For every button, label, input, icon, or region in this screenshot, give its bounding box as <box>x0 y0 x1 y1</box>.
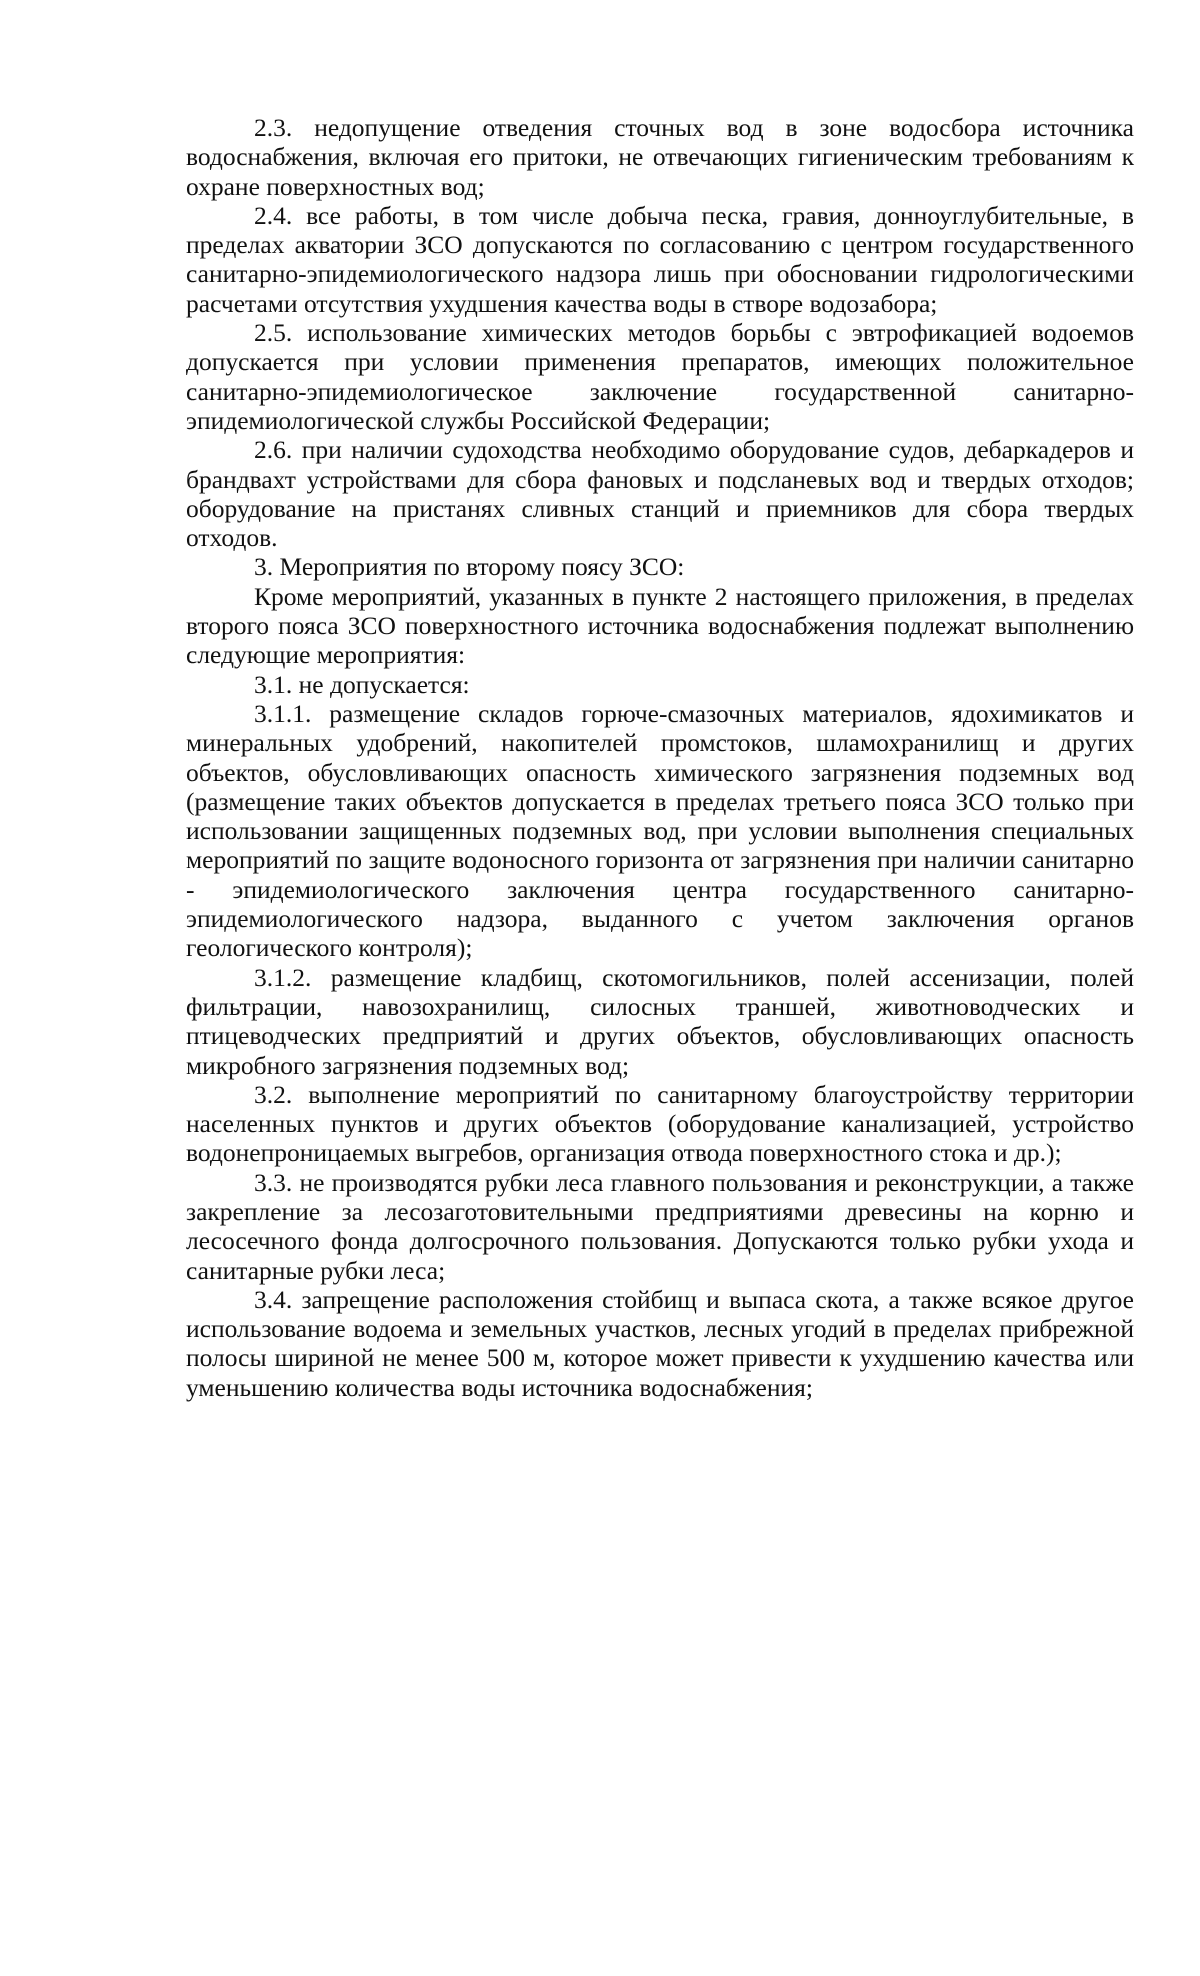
paragraph-2-3: 2.3. недопущение отведения сточных вод в зоне водосбора источника водоснабжения, включая его притоки, не отвечающих гигиеническим требованиям к охране поверхностных вод; <box>186 113 1134 201</box>
paragraph-2-6: 2.6. при наличии судоходства необходимо оборудование судов, дебаркадеров и брандвахт устройствами для сбора фановых и подсланевых вод и твердых отходов; оборудование на пристанях сливных станций и приемников для сбора твердых отходов. <box>186 435 1134 553</box>
paragraph-3-1-1: 3.1.1. размещение складов горюче-смазочных материалов, ядохимикатов и минеральных удобрений, накопителей промстоков, шламохранилищ и других объектов, обусловливающих опасность химического загрязнения подземных вод (размещение таких объектов допускается в пределах третьего пояса ЗСО только при использовании защищенных подземных вод, при условии выполнения специальных мероприятий по защите водоносного горизонта от загрязнения при наличии санитарно - эпидемиологического заключения центра государственного санитарно-эпидемиологического надзора, выданного с учетом заключения органов геологического контроля); <box>186 698 1134 963</box>
paragraph-2-4: 2.4. все работы, в том числе добыча песка, гравия, донноуглубительные, в пределах акватории ЗСО допускаются по согласованию с центром государственного санитарно-эпидемиологического надзора лишь при обосновании гидрологическими расчетами отсутствия ухудшения качества воды в створе водозабора; <box>186 200 1134 318</box>
paragraph-2-5: 2.5. использование химических методов борьбы с эвтрофикацией водоемов допускается при условии применения препаратов, имеющих положительное санитарно-эпидемиологическое заключение государственной санитарно-эпидемиологической службы Российской Федерации; <box>186 318 1134 435</box>
paragraph-3-2: 3.2. выполнение мероприятий по санитарному благоустройству территории населенных пунктов и других объектов (оборудование канализацией, устройство водонепроницаемых выгребов, организация отвода поверхностного стока и др.); <box>186 1079 1134 1168</box>
paragraph-3-4: 3.4. запрещение расположения стойбищ и выпаса скота, а также всякое другое использование водоема и земельных участков, лесных угодий в пределах прибрежной полосы шириной не менее 500 м, которое может привести к ухудшению качества или уменьшению количества воды источника водоснабжения; <box>186 1284 1134 1402</box>
section-3-intro: Кроме мероприятий, указанных в пункте 2 настоящего приложения, в пределах второго пояса ЗСО поверхностного источника водоснабжения подлежат выполнению следующие мероприятия: <box>186 581 1134 670</box>
document-body <box>186 113 1134 1402</box>
section-3-heading: 3. Мероприятия по второму поясу ЗСО: <box>254 552 685 582</box>
paragraph-3-1-2: 3.1.2. размещение кладбищ, скотомогильников, полей ассенизации, полей фильтрации, навозохранилищ, силосных траншей, животноводческих и птицеводческих предприятий и других объектов, обусловливающих опасность микробного загрязнения подземных вод; <box>186 962 1134 1080</box>
paragraph-3-1: 3.1. не допускается: <box>254 669 470 699</box>
paragraph-3-3: 3.3. не производятся рубки леса главного пользования и реконструкции, а также закрепление за лесозаготовительными предприятиями древесины на корню и лесосечного фонда долгосрочного пользования. Допускаются только рубки ухода и санитарные рубки леса; <box>186 1167 1134 1285</box>
